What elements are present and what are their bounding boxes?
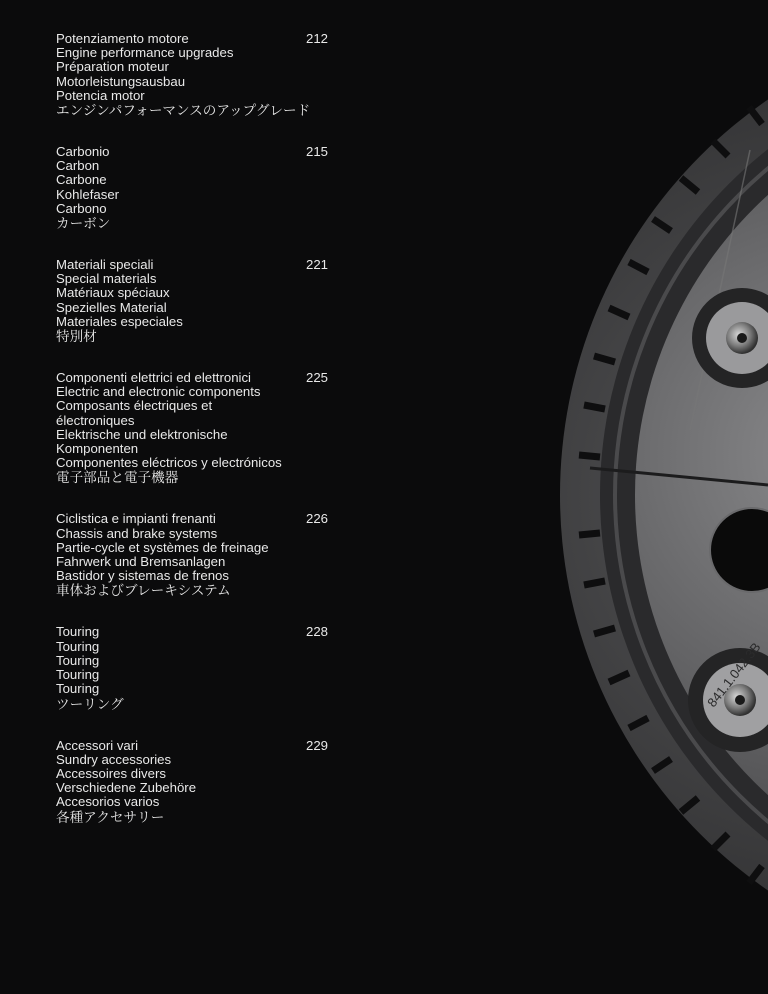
toc-section-title: Accesorios varios [56, 794, 160, 810]
toc-section-title: Carbone [56, 172, 107, 188]
toc-section-title: Spezielles Material [56, 299, 167, 315]
toc-section-title: Préparation moteur [56, 59, 169, 75]
toc-section-title: Motorleistungsausbau [56, 73, 186, 89]
toc-section-title: 各種アクセサリー [56, 809, 165, 825]
toc-section[interactable] [56, 739, 346, 825]
table-of-contents [56, 32, 346, 852]
toc-section[interactable] [56, 371, 346, 485]
toc-section-title: Potenziamento motore [56, 31, 189, 46]
toc-section-title: Partie-cycle et systèmes de freinage [56, 539, 269, 555]
toc-section[interactable] [56, 32, 346, 118]
toc-page-number: 212 [306, 31, 329, 46]
toc-section-title: Touring [56, 624, 100, 640]
toc-section-title: Bastidor y sistemas de frenos [56, 568, 229, 584]
toc-section-title: Materiales especiales [56, 313, 183, 329]
toc-section-title: Sundry accessories [56, 751, 172, 767]
toc-page-number: 225 [306, 370, 329, 386]
toc-section-title: Chassis and brake systems [56, 525, 218, 541]
toc-section[interactable] [56, 145, 346, 231]
toc-section-title: Electric and electronic components [56, 384, 261, 400]
toc-page-number: 228 [306, 624, 329, 640]
toc-section-title: Carbono [56, 200, 107, 216]
toc-section-title: Accessori vari [56, 737, 139, 753]
toc-section-title: Composants électriques et électroniques [56, 398, 213, 428]
toc-section-title: Kohlefaser [56, 186, 120, 202]
toc-section-title: Engine performance upgrades [56, 45, 234, 61]
toc-section-title: エンジンパフォーマンスのアップグレード [56, 103, 311, 119]
toc-section-title: Touring [56, 638, 100, 654]
toc-section-title: 車体およびブレーキシステム [56, 583, 231, 599]
toc-section-title: Matériaux spéciaux [56, 285, 170, 301]
toc-section-title: Touring [56, 681, 100, 697]
toc-section-title: Potencia motor [56, 87, 145, 103]
toc-page-number: 226 [306, 511, 329, 527]
toc-section-title: Touring [56, 667, 100, 683]
toc-section-title: カーボン [56, 216, 111, 232]
toc-section-title: Special materials [56, 271, 157, 287]
toc-section-title: Componentes eléctricos y electrónicos [56, 455, 282, 471]
toc-section-title: Accessoires divers [56, 765, 166, 781]
toc-section[interactable] [56, 512, 346, 598]
toc-section-title: Elektrische und elektronische Komponenten [56, 426, 228, 457]
toc-section[interactable] [56, 258, 346, 344]
toc-section-title: Carbonio [56, 144, 110, 160]
toc-section-title: Carbon [56, 158, 100, 174]
toc-section[interactable] [56, 625, 346, 711]
toc-page-number: 221 [306, 257, 329, 273]
toc-section-title: Ciclistica e impianti frenanti [56, 511, 216, 527]
toc-page-number: 229 [306, 737, 329, 753]
toc-section-title: Materiali speciali [56, 257, 154, 273]
toc-section-title: Fahrwerk und Bremsanlagen [56, 554, 226, 570]
toc-section-title: 電子部品と電子機器 [56, 470, 179, 486]
toc-section-title: ツーリング [56, 696, 124, 712]
toc-page-number: 215 [306, 144, 329, 160]
toc-section-title: Verschiedene Zubehöre [56, 780, 197, 796]
toc-section-title: Touring [56, 652, 100, 668]
toc-section-title: 特別材 [56, 329, 97, 345]
toc-section-title: Componenti elettrici ed elettronici [56, 370, 251, 386]
